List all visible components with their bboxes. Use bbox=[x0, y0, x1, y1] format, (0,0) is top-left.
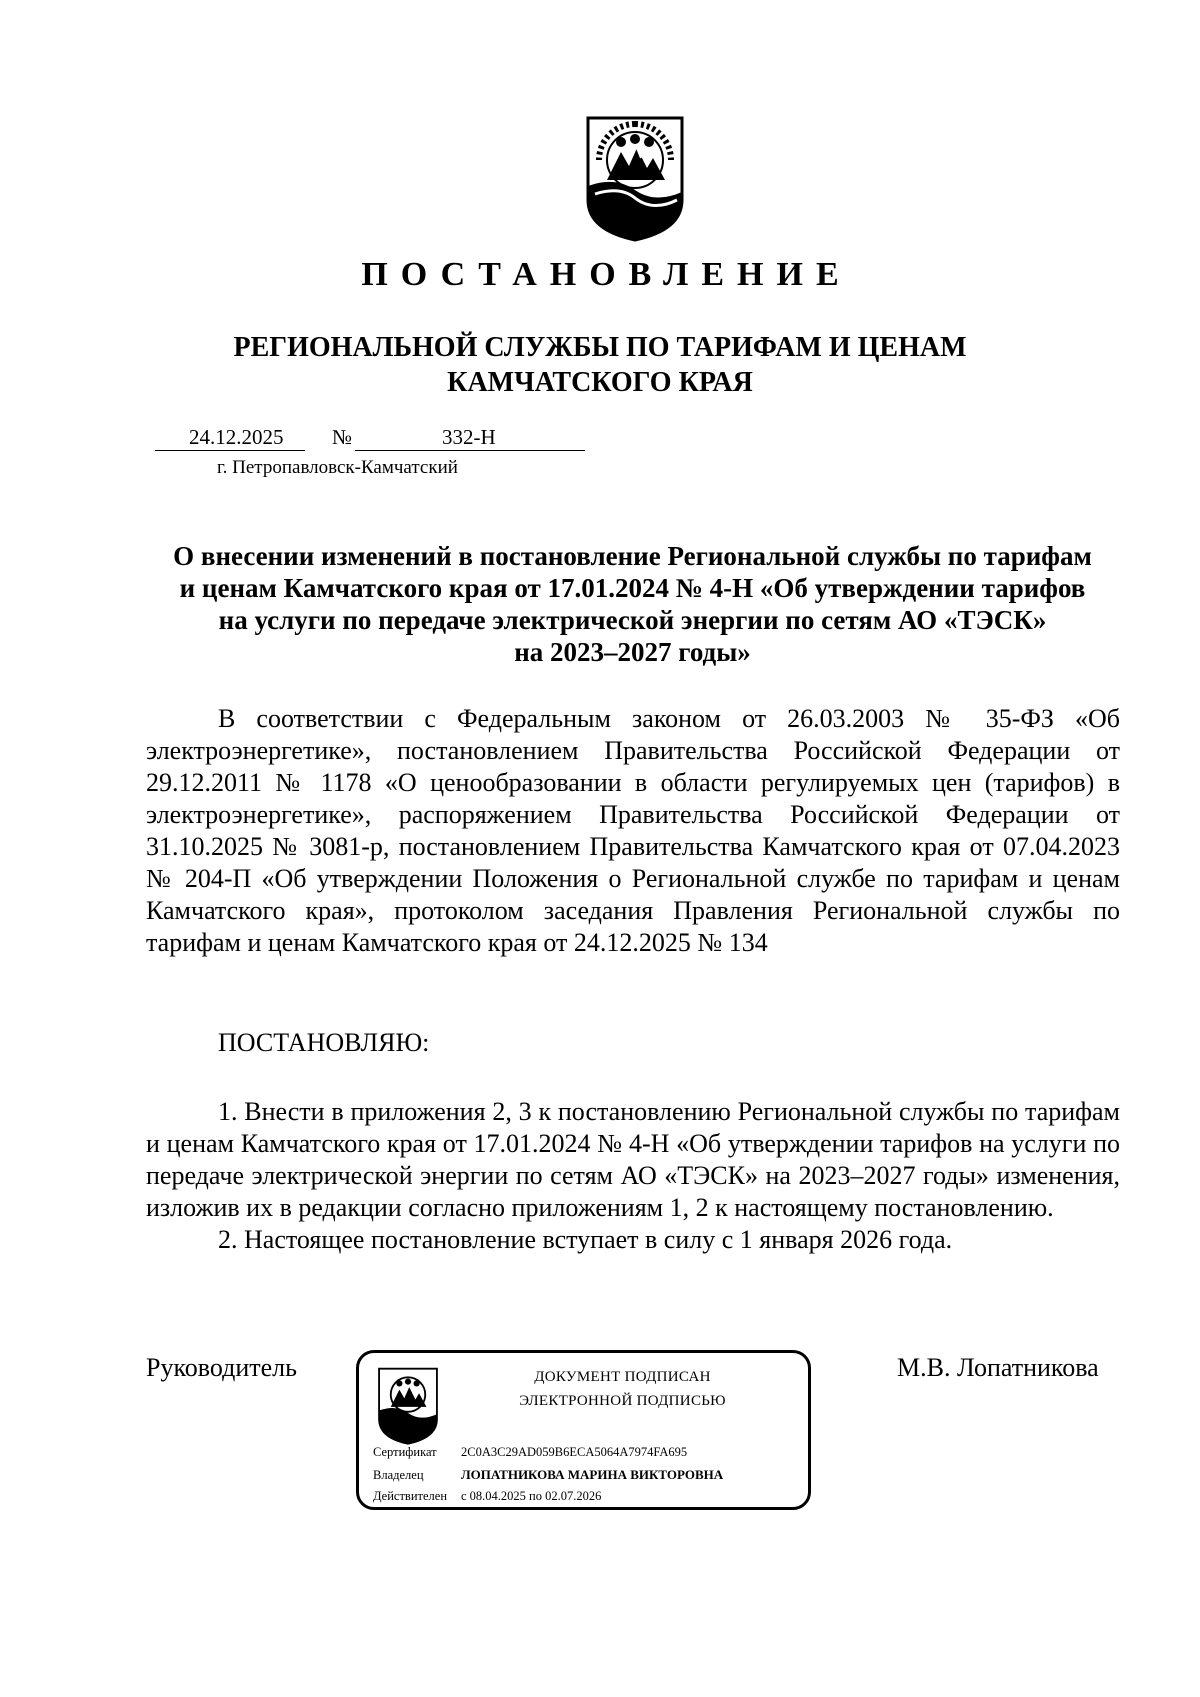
stamp-emblem-icon bbox=[377, 1365, 439, 1445]
validity-value: с 08.04.2025 по 02.07.2026 bbox=[461, 1489, 602, 1503]
owner-value: ЛОПАТНИКОВА МАРИНА ВИКТОРОВНА bbox=[461, 1467, 724, 1482]
stamp-validity-row bbox=[373, 1489, 601, 1504]
stamp-title bbox=[449, 1365, 796, 1413]
date-number-line bbox=[155, 425, 585, 451]
subject-line: на 2023–2027 годы» bbox=[514, 637, 751, 667]
preamble-block bbox=[146, 703, 1120, 959]
city-label: г. Петропавловск-Камчатский bbox=[217, 457, 458, 478]
electronic-signature-stamp bbox=[356, 1350, 811, 1510]
document-type-heading: ПОСТАНОВЛЕНИЕ bbox=[361, 256, 852, 293]
certificate-value: 2C0A3C29AD059B6ECA5064A7974FA695 bbox=[461, 1445, 688, 1459]
validity-label: Действителен bbox=[373, 1489, 448, 1503]
document-number: 332-Н bbox=[442, 425, 496, 449]
document-subject bbox=[140, 540, 1125, 668]
stamp-certificate-row bbox=[373, 1445, 687, 1460]
stamp-title-line-2: ЭЛЕКТРОННОЙ ПОДПИСЬЮ bbox=[519, 1393, 726, 1409]
preamble-paragraph: В соответствии с Федеральным законом от 26.03.2003 № 35-ФЗ «Об электроэнергетике», постановлением Правительства Российской Федерации от 29.12.2011 № 1178 «О ценообразовании в области регулируемых цен (тарифов) в электроэнергетике», распоряжением Правительства Российской Федерации от 31.10.2025 № 3081-р, постановлением Правительства Камчатского края от 07.04.2023 № 204-П «Об утверждении Положения о Региональной службе по тарифам и ценам Камчатского края», протоколом заседания Правления Региональной службы по тарифам и ценам Камчатского края от 24.12.2025 № 134 bbox=[146, 704, 1120, 957]
stamp-title-line-1: ДОКУМЕНТ ПОДПИСАН bbox=[534, 1369, 711, 1385]
issuing-authority bbox=[0, 330, 1200, 400]
signatory-role: Руководитель bbox=[146, 1353, 297, 1382]
number-sign: № bbox=[332, 425, 353, 449]
decree-item-2: 2. Настоящее постановление вступает в силу с 1 января 2026 года. bbox=[218, 1225, 953, 1254]
subject-line: и ценам Камчатского края от 17.01.2024 № 4-Н «Об утверждении тарифов bbox=[179, 573, 1086, 603]
stamp-owner-row bbox=[373, 1467, 723, 1483]
authority-line-2: КАМЧАТСКОГО КРАЯ bbox=[447, 367, 753, 398]
coat-of-arms-icon bbox=[585, 112, 685, 242]
authority-line-1: РЕГИОНАЛЬНОЙ СЛУЖБЫ ПО ТАРИФАМ И ЦЕНАМ bbox=[233, 332, 967, 363]
signatory-name: М.В. Лопатникова bbox=[897, 1353, 1099, 1382]
subject-line: О внесении изменений в постановление Региональной службы по тарифам bbox=[173, 541, 1092, 571]
certificate-label: Сертификат bbox=[373, 1445, 437, 1459]
decree-item-1: 1. Внести в приложения 2, 3 к постановлению Региональной службы по тарифам и ценам Камчатского края от 17.01.2024 № 4-Н «Об утверждении тарифов на услуги по передаче электрической энергии по сетям АО «ТЭСК» на 2023–2027 годы» изменения, изложив их в редакции согласно приложениям 1, 2 к настоящему постановлению. bbox=[146, 1097, 1120, 1222]
decree-word: ПОСТАНОВЛЯЮ: bbox=[218, 1028, 430, 1057]
subject-line: на услуги по передаче электрической энергии по сетям АО «ТЭСК» bbox=[218, 605, 1047, 635]
decree-items bbox=[146, 1096, 1120, 1256]
owner-label: Владелец bbox=[373, 1468, 424, 1482]
document-date: 24.12.2025 bbox=[189, 425, 284, 449]
